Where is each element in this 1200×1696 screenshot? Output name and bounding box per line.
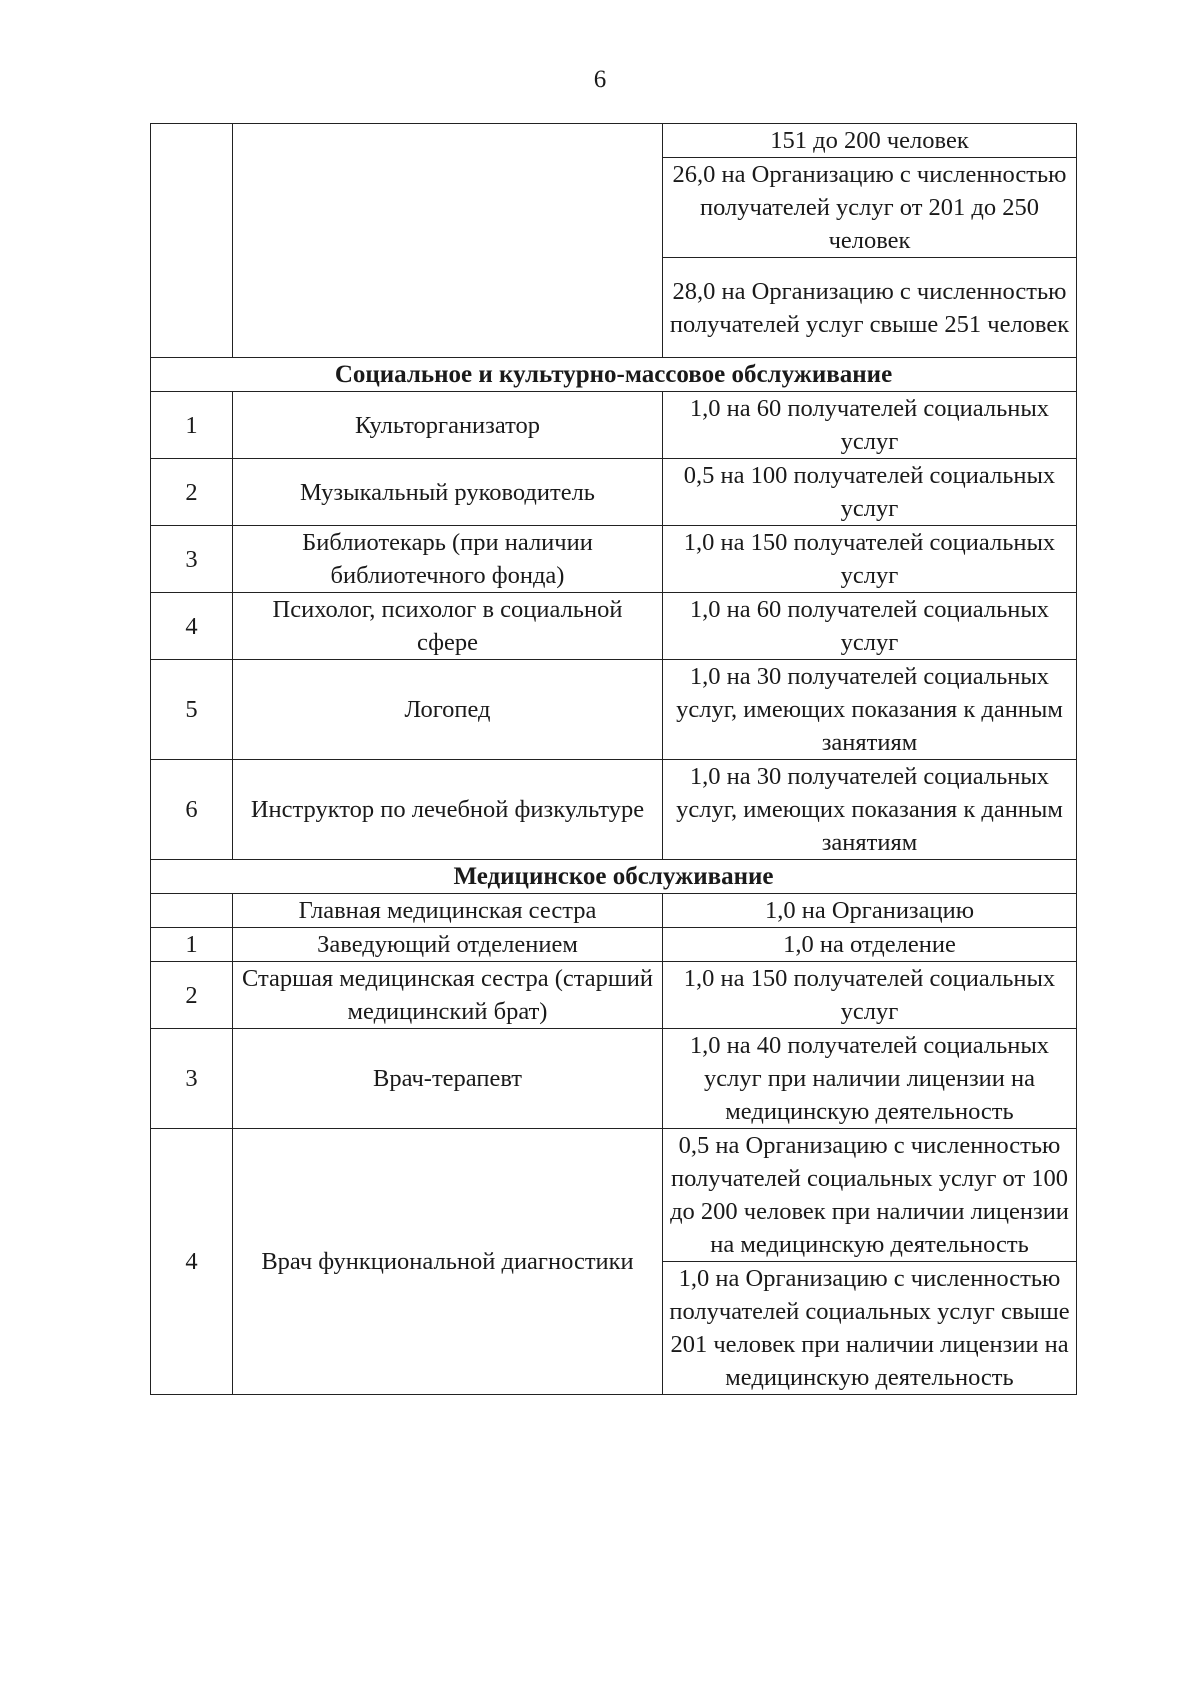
norm-cell: 1,0 на Организацию с численностью получателей социальных услуг свыше 201 человек при наличии лицензии на медицинскую деятельность xyxy=(663,1262,1077,1395)
position-cell: Главная медицинская сестра xyxy=(233,894,663,928)
table-row xyxy=(151,459,1077,526)
norm-cell: 1,0 на 60 получателей социальных услуг xyxy=(663,392,1077,459)
number-cell: 4 xyxy=(151,1129,233,1395)
number-cell: 4 xyxy=(151,593,233,660)
position-cell xyxy=(233,124,663,358)
table-row xyxy=(151,760,1077,860)
section-title-medical: Медицинское обслуживание xyxy=(151,860,1077,894)
norm-cell: 1,0 на 40 получателей социальных услуг при наличии лицензии на медицинскую деятельность xyxy=(663,1029,1077,1129)
number-cell: 6 xyxy=(151,760,233,860)
section-title-social: Социальное и культурно-массовое обслуживание xyxy=(151,358,1077,392)
staffing-norms-table xyxy=(150,123,1077,1395)
table-row xyxy=(151,392,1077,459)
number-cell xyxy=(151,894,233,928)
number-cell: 5 xyxy=(151,660,233,760)
position-cell: Старшая медицинская сестра (старший медицинский брат) xyxy=(233,962,663,1029)
table-row xyxy=(151,660,1077,760)
position-cell: Заведующий отделением xyxy=(233,928,663,962)
position-cell: Психолог, психолог в социальной сфере xyxy=(233,593,663,660)
position-cell: Логопед xyxy=(233,660,663,760)
norm-cell: 1,0 на 60 получателей социальных услуг xyxy=(663,593,1077,660)
table-row xyxy=(151,894,1077,928)
norm-cell: 0,5 на 100 получателей социальных услуг xyxy=(663,459,1077,526)
number-cell: 1 xyxy=(151,928,233,962)
position-cell: Врач-терапевт xyxy=(233,1029,663,1129)
position-cell: Инструктор по лечебной физкультуре xyxy=(233,760,663,860)
norm-cell: 1,0 на 30 получателей социальных услуг, имеющих показания к данным занятиям xyxy=(663,760,1077,860)
norm-cell: 1,0 на Организацию xyxy=(663,894,1077,928)
table-row xyxy=(151,1029,1077,1129)
number-cell: 2 xyxy=(151,962,233,1029)
position-cell: Библиотекарь (при наличии библиотечного фонда) xyxy=(233,526,663,593)
position-cell: Музыкальный руководитель xyxy=(233,459,663,526)
norm-cell: 0,5 на Организацию с численностью получателей социальных услуг от 100 до 200 человек при наличии лицензии на медицинскую деятельность xyxy=(663,1129,1077,1262)
norm-cell: 1,0 на 150 получателей социальных услуг xyxy=(663,962,1077,1029)
table-row xyxy=(151,593,1077,660)
table-row xyxy=(151,928,1077,962)
table-row xyxy=(151,1129,1077,1262)
norm-cell: 26,0 на Организацию с численностью получателей услуг от 201 до 250 человек xyxy=(663,158,1077,258)
number-cell: 1 xyxy=(151,392,233,459)
number-cell: 3 xyxy=(151,526,233,593)
norm-cell: 1,0 на отделение xyxy=(663,928,1077,962)
number-cell xyxy=(151,124,233,358)
number-cell: 3 xyxy=(151,1029,233,1129)
table-row xyxy=(151,526,1077,593)
page-number: 6 xyxy=(593,66,607,93)
table-row xyxy=(151,124,1077,158)
norm-cell: 1,0 на 150 получателей социальных услуг xyxy=(663,526,1077,593)
section-header-row xyxy=(151,358,1077,392)
table-row xyxy=(151,962,1077,1029)
number-cell: 2 xyxy=(151,459,233,526)
section-header-row xyxy=(151,860,1077,894)
norm-cell: 1,0 на 30 получателей социальных услуг, имеющих показания к данным занятиям xyxy=(663,660,1077,760)
position-cell: Культорганизатор xyxy=(233,392,663,459)
position-cell: Врач функциональной диагностики xyxy=(233,1129,663,1395)
norm-cell: 28,0 на Организацию с численностью получателей услуг свыше 251 человек xyxy=(663,258,1077,358)
norm-cell: 151 до 200 человек xyxy=(663,124,1077,158)
